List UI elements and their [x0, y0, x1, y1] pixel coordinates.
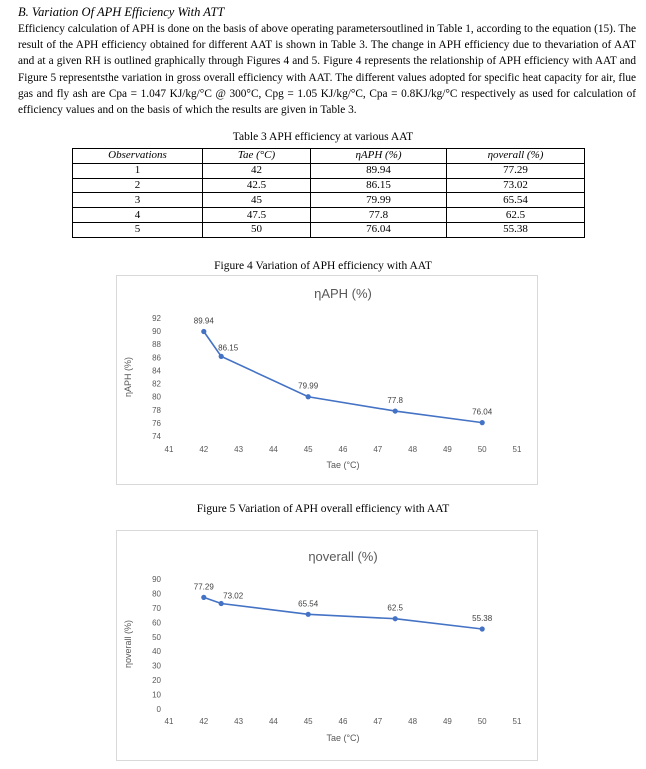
- data-point: [480, 626, 485, 631]
- x-tick-label: 44: [268, 445, 278, 454]
- y-tick-label: 50: [152, 632, 161, 642]
- cell-eta-overall: 62.5: [447, 208, 585, 223]
- x-tick-label: 45: [303, 717, 313, 726]
- data-point: [393, 616, 398, 621]
- y-tick-label: 40: [152, 647, 161, 657]
- cell-eta-aph: 79.99: [311, 193, 447, 208]
- data-label: 89.94: [193, 316, 214, 326]
- chart-title: ηoverall (%): [308, 549, 378, 564]
- y-tick-label: 84: [152, 366, 161, 376]
- x-axis-label: Tae (°C): [326, 460, 360, 470]
- y-tick-label: 88: [152, 340, 161, 350]
- data-label: 77.29: [193, 582, 214, 592]
- y-tick-label: 80: [152, 589, 161, 599]
- cell-observation: 4: [73, 208, 203, 223]
- figure-5-chart-frame: [116, 530, 538, 761]
- header-observations: Observations: [73, 149, 203, 164]
- cell-eta-overall: 65.54: [447, 193, 585, 208]
- cell-eta-aph: 76.04: [311, 222, 447, 237]
- y-tick-label: 92: [152, 314, 161, 323]
- y-tick-label: 70: [152, 603, 161, 613]
- section-heading: B. Variation Of APH Efficiency With ATT: [18, 5, 225, 19]
- y-tick-label: 82: [152, 379, 161, 389]
- x-tick-label: 45: [303, 445, 313, 454]
- cell-observation: 3: [73, 193, 203, 208]
- x-tick-label: 49: [442, 445, 452, 454]
- x-tick-label: 43: [234, 445, 244, 454]
- y-tick-label: 0: [156, 705, 161, 714]
- cell-tae: 42: [203, 163, 311, 178]
- x-tick-label: 46: [338, 717, 348, 726]
- header-tae: Tae (°C): [203, 149, 311, 164]
- table-row: [73, 208, 585, 223]
- y-axis-label: ηoverall (%): [123, 619, 133, 669]
- cell-tae: 47.5: [203, 208, 311, 223]
- table-row: [73, 222, 585, 237]
- data-point: [201, 329, 206, 334]
- cell-tae: 42.5: [203, 178, 311, 193]
- header-eta-aph: ηAPH (%): [311, 149, 447, 164]
- body-paragraph: Efficiency calculation of APH is done on the basis of above operating parametersoutlined in Table 1, according to the equation (15). The result of the APH efficiency obtained for different AAT is shown in Table 3. The change in APH efficiency due to thevariation of AAT and at a given RH is outlined graphically through Figures 4 and 5. Figure 4 represents the relationship of APH efficiency with AAT and Figure 5 representsthe variation in gross overall efficiency with AAT. The different values adopted for specific heat capacity for air, flue gas and fly ash are Cpa = 1.047 KJ/kg/°C @ 300°C, Cpg = 1.05 KJ/kg/°C, Cpa = 0.8KJ/kg/°C respectively as used for calculation of efficiency values and on the basis of which the results are given in Table 3.: [18, 23, 636, 117]
- x-tick-label: 46: [338, 445, 348, 454]
- data-point: [219, 601, 224, 606]
- table-row: [73, 193, 585, 208]
- table-row: [73, 163, 585, 178]
- y-axis-label: ηAPH (%): [123, 356, 133, 398]
- data-label: 79.99: [298, 381, 319, 391]
- y-tick-label: 90: [152, 575, 161, 584]
- x-tick-label: 42: [199, 717, 209, 726]
- figure-4-caption: Figure 4 Variation of APH efficiency with AAT: [214, 260, 432, 272]
- x-tick-label: 43: [234, 717, 244, 726]
- header-eta-overall: ηoverall (%): [447, 149, 585, 164]
- x-axis-label: Tae (°C): [326, 733, 360, 743]
- x-tick-label: 41: [164, 717, 174, 726]
- cell-observation: 1: [73, 163, 203, 178]
- y-tick-label: 76: [152, 418, 161, 428]
- data-label: 86.15: [218, 343, 239, 353]
- y-tick-label: 74: [152, 432, 161, 441]
- series-line: [204, 597, 482, 629]
- data-point: [306, 612, 311, 617]
- data-label: 55.38: [472, 614, 493, 624]
- cell-observation: 2: [73, 178, 203, 193]
- cell-eta-aph: 86.15: [311, 178, 447, 193]
- x-tick-label: 41: [164, 445, 174, 454]
- data-point: [393, 408, 398, 413]
- cell-eta-overall: 73.02: [447, 178, 585, 193]
- cell-observation: 5: [73, 222, 203, 237]
- cell-eta-overall: 77.29: [447, 163, 585, 178]
- data-label: 65.54: [298, 599, 319, 609]
- x-tick-label: 51: [512, 717, 522, 726]
- data-point: [201, 595, 206, 600]
- y-tick-label: 60: [152, 618, 161, 628]
- cell-eta-overall: 55.38: [447, 222, 585, 237]
- data-label: 62.5: [387, 603, 403, 613]
- y-tick-label: 10: [152, 690, 161, 700]
- cell-eta-aph: 89.94: [311, 163, 447, 178]
- series-line: [204, 332, 482, 423]
- x-tick-label: 48: [408, 717, 418, 726]
- y-tick-label: 90: [152, 327, 161, 337]
- table-header-row: [73, 149, 585, 164]
- x-tick-label: 47: [373, 717, 383, 726]
- table-caption: Table 3 APH efficiency at various AAT: [232, 131, 414, 143]
- cell-tae: 45: [203, 193, 311, 208]
- figure-5-chart: [117, 531, 537, 760]
- data-label: 77.8: [387, 396, 403, 406]
- figure-5-caption: Figure 5 Variation of APH overall efficiency with AAT: [196, 503, 450, 515]
- cell-eta-aph: 77.8: [311, 208, 447, 223]
- x-tick-label: 47: [373, 445, 383, 454]
- cell-tae: 50: [203, 222, 311, 237]
- efficiency-table: [72, 148, 585, 238]
- y-tick-label: 86: [152, 353, 161, 363]
- x-tick-label: 48: [408, 445, 418, 454]
- x-tick-label: 50: [477, 445, 487, 454]
- x-tick-label: 51: [512, 445, 522, 454]
- y-tick-label: 80: [152, 392, 161, 402]
- figure-4-chart-frame: [116, 275, 538, 485]
- data-label: 76.04: [472, 407, 493, 417]
- data-label: 73.02: [223, 591, 244, 601]
- y-tick-label: 20: [152, 676, 161, 686]
- x-tick-label: 44: [268, 717, 278, 726]
- x-tick-label: 42: [199, 445, 209, 454]
- data-point: [306, 394, 311, 399]
- y-tick-label: 78: [152, 405, 161, 415]
- figure-4-chart: [117, 276, 537, 484]
- x-tick-label: 49: [442, 717, 452, 726]
- x-tick-label: 50: [477, 717, 487, 726]
- data-point: [219, 354, 224, 359]
- data-point: [480, 420, 485, 425]
- table-row: [73, 178, 585, 193]
- y-tick-label: 30: [152, 661, 161, 671]
- chart-title: ηAPH (%): [314, 286, 372, 301]
